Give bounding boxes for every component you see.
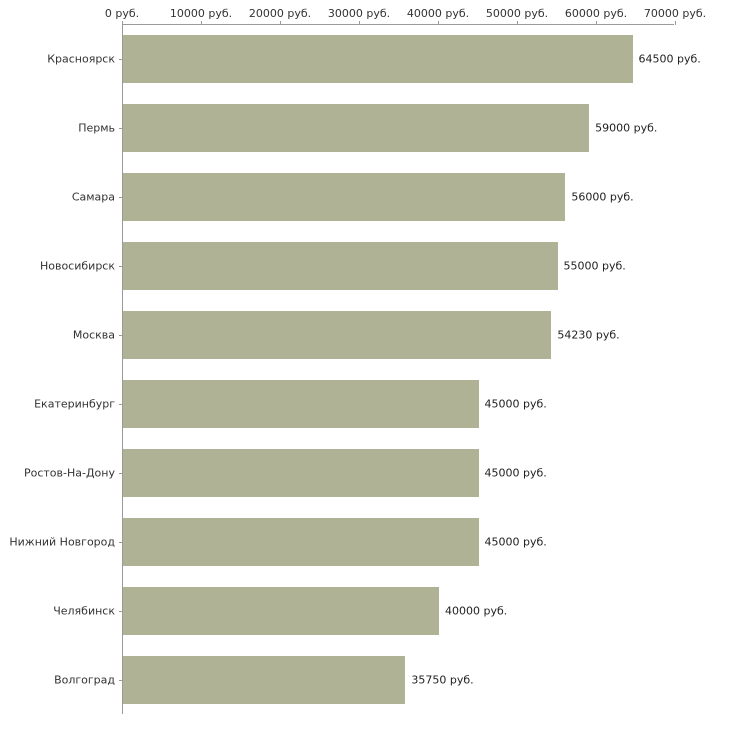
bar[interactable] bbox=[123, 104, 589, 152]
bar[interactable] bbox=[123, 656, 405, 704]
bar[interactable] bbox=[123, 587, 439, 635]
bar-row[interactable] bbox=[123, 173, 675, 221]
x-axis-tick-label: 70000 руб. bbox=[643, 7, 707, 20]
y-axis-category-label: Новосибирск bbox=[39, 259, 115, 272]
bar-row[interactable] bbox=[123, 311, 675, 359]
bar-value-label: 55000 руб. bbox=[563, 259, 626, 272]
bar[interactable] bbox=[123, 35, 633, 83]
bar-value-label: 59000 руб. bbox=[595, 121, 658, 134]
bar-value-label: 40000 руб. bbox=[445, 604, 508, 617]
bar[interactable] bbox=[123, 173, 565, 221]
bar-row[interactable] bbox=[123, 380, 675, 428]
x-axis-tick-label: 60000 руб. bbox=[564, 7, 628, 20]
bar[interactable] bbox=[123, 449, 479, 497]
y-axis-category-label: Ростов-На-Дону bbox=[23, 466, 115, 479]
bar[interactable] bbox=[123, 242, 558, 290]
bar-row[interactable] bbox=[123, 449, 675, 497]
x-axis-tick-mark bbox=[675, 21, 676, 25]
bar-value-label: 45000 руб. bbox=[484, 397, 547, 410]
y-axis-category-label: Нижний Новгород bbox=[9, 535, 115, 548]
bar[interactable] bbox=[123, 518, 479, 566]
bar[interactable] bbox=[123, 380, 479, 428]
x-axis-tick-label: 10000 руб. bbox=[169, 7, 233, 20]
bar-row[interactable] bbox=[123, 242, 675, 290]
y-axis-category-label: Самара bbox=[71, 190, 115, 203]
y-axis-category-label: Красноярск bbox=[47, 52, 115, 65]
bar-row[interactable] bbox=[123, 35, 701, 83]
bar-value-label: 35750 руб. bbox=[411, 673, 474, 686]
x-axis-tick-label: 0 руб. bbox=[104, 7, 140, 20]
y-axis-category-label: Екатеринбург bbox=[34, 397, 115, 410]
bar[interactable] bbox=[123, 311, 551, 359]
bar-value-label: 64500 руб. bbox=[638, 52, 701, 65]
y-axis-category-label: Волгоград bbox=[54, 673, 115, 686]
x-axis-tick-label: 30000 руб. bbox=[327, 7, 391, 20]
bar-value-label: 45000 руб. bbox=[484, 535, 547, 548]
bar-row[interactable] bbox=[123, 104, 675, 152]
bar-row[interactable] bbox=[123, 656, 675, 704]
bar-value-label: 56000 руб. bbox=[571, 190, 634, 203]
x-axis-tick-label: 40000 руб. bbox=[406, 7, 470, 20]
plot-area bbox=[9, 24, 701, 714]
bar-value-label: 45000 руб. bbox=[484, 466, 547, 479]
bar-value-label: 54230 руб. bbox=[557, 328, 620, 341]
y-axis-category-label: Пермь bbox=[78, 121, 115, 134]
y-axis-category-label: Москва bbox=[72, 328, 115, 341]
bar-row[interactable] bbox=[123, 518, 675, 566]
x-axis-tick-label: 50000 руб. bbox=[485, 7, 549, 20]
y-axis-category-label: Челябинск bbox=[53, 604, 115, 617]
bar-row[interactable] bbox=[123, 587, 675, 635]
x-axis-tick-label: 20000 руб. bbox=[248, 7, 312, 20]
